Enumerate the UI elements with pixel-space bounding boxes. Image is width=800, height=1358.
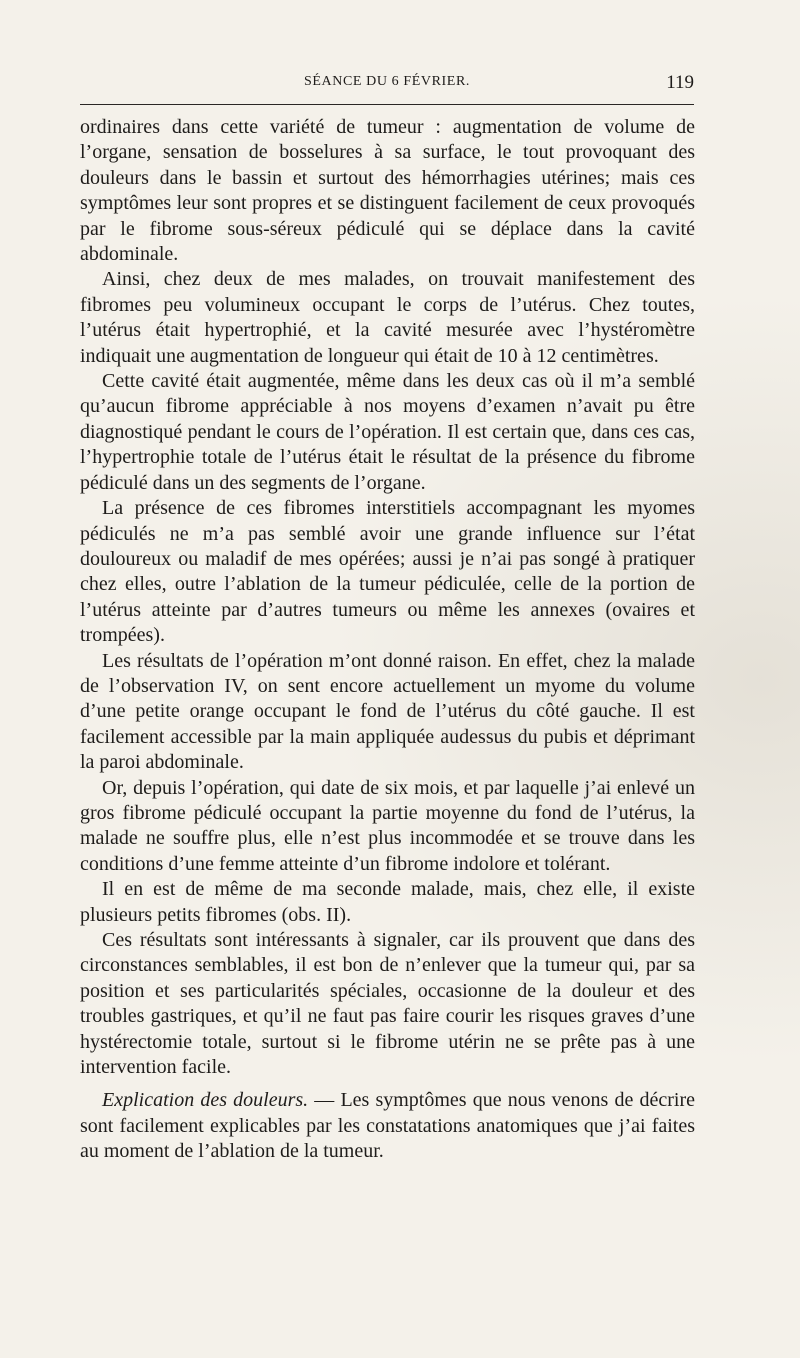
section-text: — Les symptômes que nous venons de décrire sont facilement explicables par les constatations anatomiques que j’ai faites au moment de l’ablation de la tumeur. bbox=[80, 1089, 696, 1163]
paragraph: Les résultats de l’opération m’ont donné raison. En effet, chez la malade de l’observation IV, on sent encore actuellement un myome du volume d’une petite orange occupant le fond de l’utérus du côté gauche. Il est facilement accessible par la main appliquée audessus du pubis et déprimant la paroi abdominale. bbox=[80, 649, 695, 774]
paragraph: Ces résultats sont intéressants à signaler, car ils prouvent que dans des circonstances semblables, il est bon de n’enlever que la tumeur qui, par sa position et ses particularités spéciales, occasionne de la douleur et des troubles gastriques, et qu’il ne faut pas faire courir les risques graves d’une hystérectomie totale, surtout si le fibrome utérin ne se prête pas à une intervention facile. bbox=[80, 929, 695, 1079]
paragraph: Ainsi, chez deux de mes malades, on trouvait manifestement des fibromes peu volumineux occupant le corps de l’utérus. Chez toutes, l’utérus était hypertrophié, et la cavité mesurée avec l’hystéromètre indiquait une augmentation de longueur qui était de 10 à 12 centimètres. bbox=[80, 268, 695, 367]
running-head bbox=[80, 72, 694, 102]
paragraph: Cette cavité était augmentée, même dans les deux cas où il m’a semblé qu’aucun fibrome appréciable à nos moyens d’examen n’avait pu être diagnostiqué pendant le cours de l’opération. Il est certain que, dans ces cas, l’hypertrophie totale de l’utérus était le résultat de la présence du fibrome pédiculé dans un des segments de l’organe. bbox=[80, 370, 695, 494]
header-rule bbox=[80, 104, 694, 105]
paragraph: La présence de ces fibromes interstitiels accompagnant les myomes pédiculés ne m’a pas semblé avoir une grande influence sur l’état douloureux ou maladif de mes opérées; aussi je n’ai pas songé à pratiquer chez elles, outre l’ablation de la tumeur pédiculée, celle de la portion de l’utérus atteinte par d’autres tumeurs ou même les annexes (ovaires et trompées). bbox=[80, 497, 695, 647]
section-heading: Explication des douleurs. bbox=[102, 1089, 309, 1112]
paragraph: Or, depuis l’opération, qui date de six mois, et par laquelle j’ai enlevé un gros fibrome pédiculé occupant la partie moyenne du fond de l’utérus, la malade ne souffre plus, elle n’est plus incommodée et se trouve dans les conditions d’une femme atteinte d’un fibrome indolore et tolérant. bbox=[80, 776, 695, 875]
body-text bbox=[80, 115, 695, 1165]
page-number: 119 bbox=[666, 72, 694, 93]
running-head-title: SÉANCE DU 6 FÉVRIER. bbox=[303, 74, 470, 89]
section-paragraph bbox=[80, 1088, 695, 1164]
paragraph: ordinaires dans cette variété de tumeur : augmentation de volume de l’organe, sensation de bosselures à sa surface, le tout provoquant des douleurs dans le bassin et surtout des hémorrhagies utérines; mais ces symptômes leur sont propres et se distinguent facilement de ceux provoqués par le fibrome sous-séreux pédiculé qui se déplace dans la cavité abdominale. bbox=[80, 116, 695, 266]
paragraph: Il en est de même de ma seconde malade, mais, chez elle, il existe plusieurs petits fibromes (obs. II). bbox=[80, 878, 695, 926]
